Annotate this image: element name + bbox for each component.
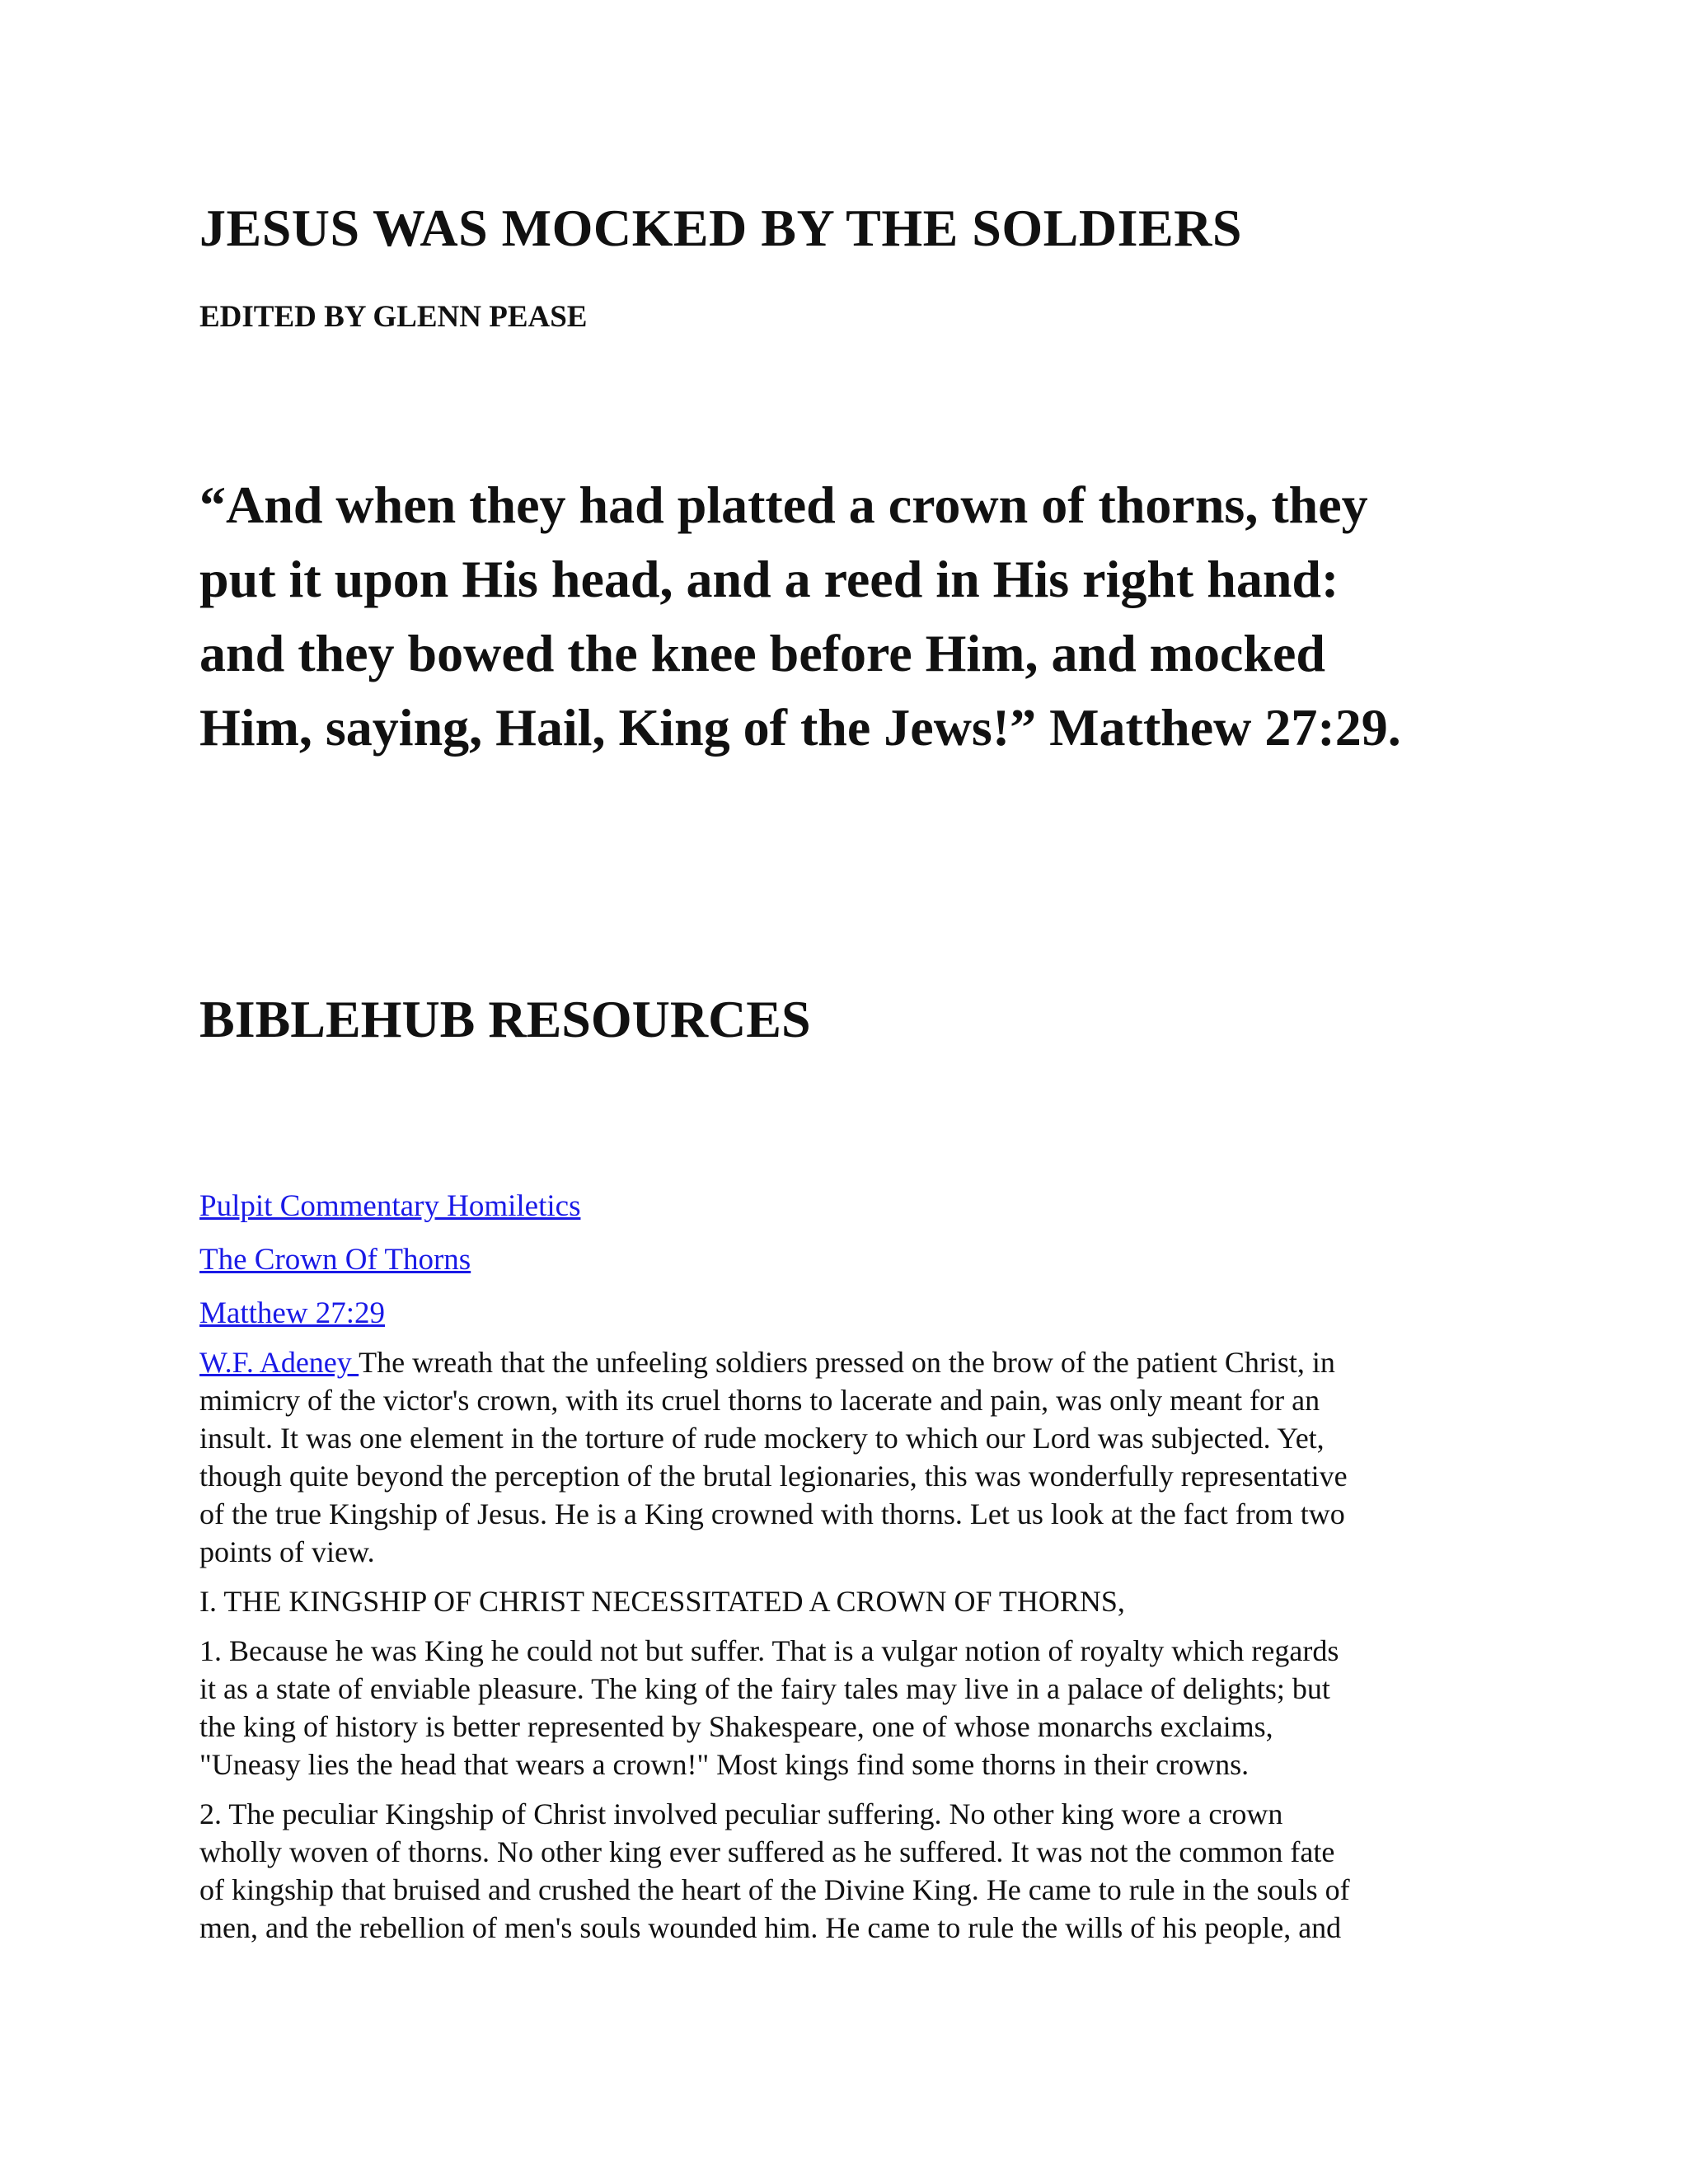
paragraph-line: 2. The peculiar Kingship of Christ involved peculiar suffering. No other king wore a crown (199, 1797, 1283, 1830)
scripture-verse (199, 468, 1493, 765)
document-title: JESUS WAS MOCKED BY THE SOLDIERS (199, 199, 1242, 257)
verse-line: and they bowed the knee before Him, and mocked (199, 624, 1325, 682)
paragraph-line: though quite beyond the perception of the brutal legionaries, this was wonderfully representative (199, 1460, 1348, 1493)
resource-links (199, 1187, 580, 1347)
author-link[interactable]: W.F. Adeney (199, 1346, 359, 1379)
paragraph-heading-kingship (199, 1582, 1493, 1620)
paragraph-line: points of view. (199, 1535, 375, 1568)
paragraph-intro (199, 1343, 1493, 1571)
commentary-body (199, 1343, 1493, 1958)
paragraph-line: it as a state of enviable pleasure. The king of the fairy tales may live in a palace of delights; but (199, 1672, 1330, 1705)
document-subtitle: EDITED BY GLENN PEASE (199, 300, 588, 334)
verse-line: “And when they had platted a crown of thorns, they (199, 476, 1368, 534)
paragraph-line: mimicry of the victor's crown, with its cruel thorns to lacerate and pain, was only meant for an (199, 1384, 1320, 1417)
paragraph-line: of kingship that bruised and crushed the heart of the Divine King. He came to rule in the souls of (199, 1873, 1350, 1906)
paragraph-line: 1. Because he was King he could not but suffer. That is a vulgar notion of royalty which regards (199, 1634, 1339, 1667)
link-crown-of-thorns[interactable]: The Crown Of Thorns (199, 1243, 471, 1277)
verse-line: Him, saying, Hail, King of the Jews!” Matthew 27:29. (199, 698, 1401, 757)
paragraph-point-2 (199, 1795, 1493, 1947)
link-pulpit-commentary[interactable]: Pulpit Commentary Homiletics (199, 1189, 581, 1223)
paragraph-line: of the true Kingship of Jesus. He is a King crowned with thorns. Let us look at the fact from two (199, 1497, 1345, 1530)
paragraph-line: the king of history is better represented by Shakespeare, one of whose monarchs exclaims, (199, 1710, 1273, 1743)
paragraph-line: The wreath that the unfeeling soldiers pressed on the brow of the patient Christ, in (359, 1346, 1335, 1379)
paragraph-line: insult. It was one element in the torture of rude mockery to which our Lord was subjected. Yet, (199, 1422, 1325, 1455)
paragraph-point-1 (199, 1632, 1493, 1783)
paragraph-line: wholly woven of thorns. No other king ever suffered as he suffered. It was not the common fate (199, 1835, 1335, 1868)
paragraph-line: "Uneasy lies the head that wears a crown!" Most kings find some thorns in their crowns. (199, 1748, 1250, 1781)
paragraph-line: men, and the rebellion of men's souls wounded him. He came to rule the wills of his people, and (199, 1911, 1342, 1944)
section-heading: BIBLEHUB RESOURCES (199, 990, 811, 1048)
verse-line: put it upon His head, and a reed in His right hand: (199, 550, 1339, 608)
link-matthew-27-29[interactable]: Matthew 27:29 (199, 1296, 386, 1330)
paragraph-line: I. THE KINGSHIP OF CHRIST NECESSITATED A CROWN OF THORNS, (199, 1585, 1125, 1618)
